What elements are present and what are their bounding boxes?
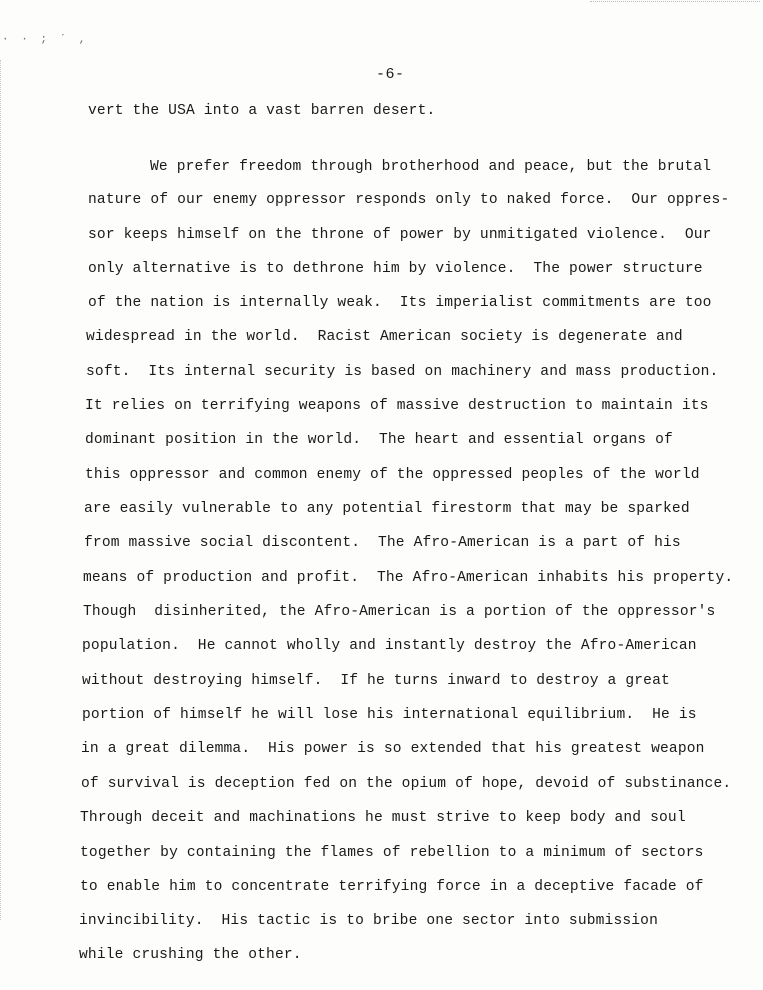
- text-line: to enable him to concentrate terrifying force in a deceptive facade of: [80, 879, 704, 895]
- text-line: only alternative is to dethrone him by violence. The power structure: [88, 261, 703, 277]
- text-line: in a great dilemma. His power is so extended that his greatest weapon: [81, 741, 705, 757]
- text-line: Through deceit and machinations he must strive to keep body and soul: [80, 810, 686, 826]
- text-line: while crushing the other.: [79, 947, 302, 963]
- text-line: soft. Its internal security is based on machinery and mass production.: [86, 364, 719, 380]
- text-line: are easily vulnerable to any potential firestorm that may be sparked: [84, 501, 690, 517]
- text-line: dominant position in the world. The heart and essential organs of: [85, 432, 673, 448]
- text-line: of survival is deception fed on the opium of hope, devoid of substinance.: [81, 776, 732, 792]
- text-line: widespread in the world. Racist American society is degenerate and: [86, 329, 683, 345]
- text-line: without destroying himself. If he turns inward to destroy a great: [82, 673, 670, 689]
- text-line: Though disinherited, the Afro-American is a portion of the oppressor's: [83, 604, 716, 620]
- text-line: means of production and profit. The Afro-American inhabits his property.: [83, 570, 734, 586]
- page-number: -6-: [376, 66, 405, 83]
- text-line: nature of our enemy oppressor responds only to naked force. Our oppres-: [88, 192, 730, 208]
- scan-specks: · · ; ˊ ,: [2, 34, 89, 46]
- scan-edge-mark: [590, 1, 760, 2]
- scan-binder-edge: [0, 60, 15, 920]
- text-line: We prefer freedom through brotherhood and peace, but the brutal: [150, 159, 712, 175]
- text-line: sor keeps himself on the throne of power by unmitigated violence. Our: [88, 227, 712, 243]
- text-line: from massive social discontent. The Afro-American is a part of his: [84, 535, 681, 551]
- text-line: this oppressor and common enemy of the oppressed peoples of the world: [85, 467, 700, 483]
- text-line: vert the USA into a vast barren desert.: [88, 103, 436, 119]
- text-line: together by containing the flames of rebellion to a minimum of sectors: [80, 845, 704, 861]
- text-line: It relies on terrifying weapons of massive destruction to maintain its: [85, 398, 709, 414]
- text-line: population. He cannot wholly and instantly destroy the Afro-American: [82, 638, 697, 654]
- text-line: portion of himself he will lose his international equilibrium. He is: [82, 707, 697, 723]
- text-line: invincibility. His tactic is to bribe one sector into submission: [79, 913, 658, 929]
- text-line: of the nation is internally weak. Its imperialist commitments are too: [88, 295, 712, 311]
